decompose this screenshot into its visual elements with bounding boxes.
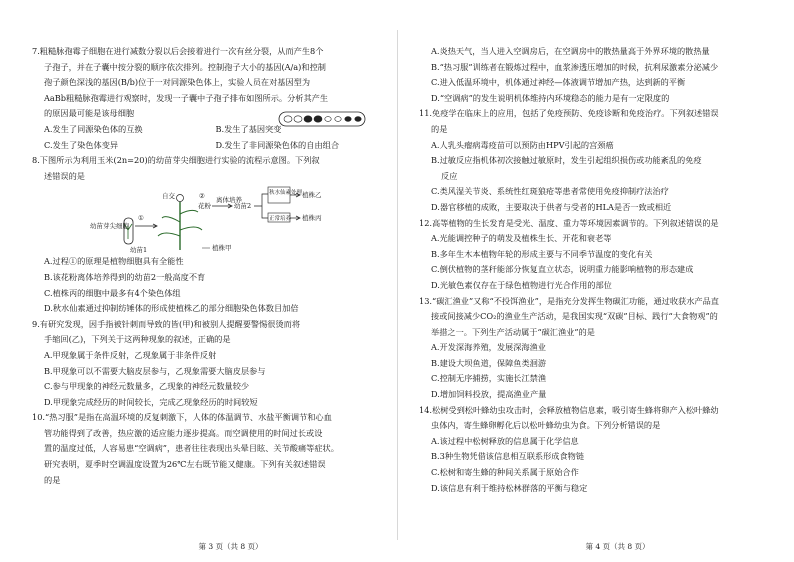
q11-option-c[interactable]: C.类风湿关节炎、系统性红斑狼疮等患者常使用免疫抑制疗法治疗	[431, 186, 669, 197]
q7-option-d[interactable]: D.发生了非同源染色体的自由组合	[215, 139, 340, 150]
q7-line: 子孢子，并在子囊中按分裂的顺序依次排列。控制孢子大小的基因(A/a)和控制	[44, 61, 326, 72]
ascospore	[325, 117, 331, 122]
question-8	[32, 153, 387, 317]
label-bud-tip: 幼苗芽尖细胞	[90, 222, 129, 231]
q13-line: 13.“碳汇渔业”又称“不投饵渔业”，是指充分发挥生物碳汇功能，通过收获水产品直	[419, 295, 719, 306]
q10-line: 管功能得到了改善，热应激的适应能力逐步提高。而空调使用的时间过长或设	[44, 427, 323, 438]
q12-option-b[interactable]: B.多年生木本植物年轮的形成主要与不同季节温度的变化有关	[431, 248, 653, 259]
label-step2: ②	[199, 192, 205, 201]
label-seedling1: 幼苗1	[130, 246, 148, 255]
page-number: 第 4 页（共 8 页）	[585, 542, 650, 551]
q10-line: 10.“热习服”是指在高温环境的反复刺激下，人体的体温调节、水盐平衡调节和心血	[32, 412, 332, 423]
ascospore	[294, 116, 302, 122]
q14-option-b[interactable]: B.3种生物凭借该信息相互联系形成食物链	[431, 451, 585, 462]
q13-option-b[interactable]: B.建设大坝鱼道，保障鱼类洄游	[431, 357, 547, 368]
q14-option-c[interactable]: C.松树和寄生蜂的种间关系属于原始合作	[431, 467, 579, 478]
q11-option-b[interactable]: B.过敏反应指机体初次接触过敏原时，发生引起组织损伤或功能紊乱的免疫	[431, 155, 702, 166]
exam-page-4	[397, 0, 794, 562]
q12-option-c[interactable]: C.倒伏植物的茎秆能部分恢复直立状态，说明重力能影响植物的形态建成	[431, 264, 694, 275]
q8-option-b[interactable]: B.该花粉离体培养得到的幼苗2一般高度不育	[44, 271, 206, 282]
q13-line: 举措之一。下列生产活动属于“碳汇渔业”的是	[431, 326, 595, 337]
page-number: 第 3 页（共 8 页）	[198, 542, 263, 551]
q11-option-a[interactable]: A.人乳头瘤病毒疫苗可以预防由HPV引起的宫颈癌	[431, 139, 614, 150]
q11-line: 的是	[431, 123, 448, 134]
label-plant-c: 植株丙	[302, 214, 322, 223]
q8-option-c[interactable]: C.植株丙的细胞中最多有4个染色体组	[44, 287, 181, 298]
q9-line: 手缩回(乙)，下列关于这两种现象的叙述，正确的是	[44, 334, 231, 345]
label-self-cross: 自交	[162, 192, 175, 201]
q14-line: 14.松树受到松叶蜂幼虫攻击时，会释放植物信息素，吸引寄生蜂将卵产入松叶蜂幼	[419, 404, 719, 415]
question-11	[419, 106, 780, 215]
q7-line: 的原因最可能是该母细胞	[44, 108, 135, 119]
q10-option-b[interactable]: B.“热习服”训练者在锻炼过程中，血浆渗透压增加的时候，抗利尿激素分泌减少	[431, 61, 719, 72]
q7-line: 孢子颜色深浅的基因(B/b)位于一对同源染色体上，实验人员在对基因型为	[44, 77, 311, 88]
question-13	[419, 294, 780, 403]
label-seedling2: 幼苗2	[234, 202, 252, 211]
q8-flow-diagram	[32, 184, 372, 254]
label-normal: 正常培养	[269, 216, 292, 223]
ascospore	[304, 116, 312, 122]
question-12	[419, 216, 780, 294]
q12-line: 12.高等植物的生长发育是受光、温度、重力等环境因素调节的。下列叙述错误的是	[419, 217, 719, 228]
q12-option-a[interactable]: A.光能调控种子的萌发及植株生长、开花和衰老等	[431, 233, 612, 244]
q10-option-a[interactable]: A.炎热天气，当人进入空调房后，在空调房中的散热量高于外界环境的散热量	[431, 46, 710, 56]
q13-option-c[interactable]: C.控制无序捕捞，实施长江禁渔	[431, 373, 547, 384]
label-tissue-culture: 离体培养	[216, 196, 242, 205]
q11-line: 11.免疫学在临床上的应用，包括了免疫预防、免疫诊断和免疫治疗。下列叙述错误	[419, 108, 719, 119]
q8-line: 述错误的是	[44, 170, 85, 181]
q10-line: 的是	[44, 474, 61, 485]
label-colchicine: 秋水仙素处理	[269, 190, 303, 197]
ascospore	[335, 117, 341, 122]
label-plant-b: 植株乙	[302, 191, 322, 200]
q10-line: 置的温度过低，人容易患“空调病”，患者往往表现出头晕目眩、关节酸痛等症状。	[44, 443, 339, 454]
q11-option-d[interactable]: D.器官移植的成败，主要取决于供者与受者的HLA是否一致或相近	[431, 201, 672, 212]
question-10	[32, 410, 387, 488]
q7-option-b[interactable]: B.发生了基因突变	[215, 123, 282, 134]
question-10-options	[419, 44, 780, 106]
q13-line: 接或间接减少CO₂的渔业生产活动，是我国实现“双碳”目标、践行“大食物观”的	[431, 311, 718, 322]
q13-option-d[interactable]: D.增加饲料投放，提高渔业产量	[431, 389, 547, 400]
q14-option-a[interactable]: A.该过程中松树释放的信息属于化学信息	[431, 435, 579, 446]
q9-option-d[interactable]: D.甲现象完成经历的时间较长，完成乙现象经历的时间较短	[44, 396, 258, 407]
q13-option-a[interactable]: A.开发深海养殖，发展深海渔业	[431, 342, 546, 353]
q8-option-d[interactable]: D.秋水仙素通过抑制纺锤体的形成使植株乙的部分细胞染色体数目加倍	[44, 303, 299, 314]
q10-line: 研究表明，夏季时空调温度设置为26℃左右既节能又健康。下列有关叙述错误	[44, 459, 326, 470]
q9-line: 9.有研究发现，因手指被针刺而导致的皆(甲)和被别人提醒要警惕很烫而将	[32, 318, 301, 329]
q9-option-c[interactable]: C.参与甲现象的神经元数量多，乙现象的神经元数量较少	[44, 381, 250, 392]
q7-line: AaBb粗糙脉孢霉进行观察时，发现一子囊中子孢子排布如图所示。分析其产生	[44, 92, 329, 103]
q7-option-c[interactable]: C.发生了染色体变异	[44, 139, 119, 150]
label-step1: ①	[138, 214, 144, 223]
q9-option-b[interactable]: B.甲现象可以不需要大脑皮层参与，乙现象需要大脑皮层参与	[44, 365, 266, 376]
q7-line: 7.粗糙脉孢霉子细胞在进行减数分裂以后会接着进行一次有丝分裂，从而产生8个	[32, 46, 324, 56]
ascus-spore-figure	[278, 110, 368, 128]
label-pollen: 花粉	[198, 202, 211, 211]
ascospore	[314, 116, 322, 122]
ascospore	[355, 117, 361, 122]
q8-option-a[interactable]: A.过程①的原理是植物细胞具有全能性	[44, 256, 184, 267]
q7-option-a[interactable]: A.发生了同源染色体的互换	[44, 123, 143, 134]
q10-option-c[interactable]: C.进入低温环境中，机体通过神经—体液调节增加产热，达到新的平衡	[431, 77, 686, 88]
q11-option-b-cont: 反应	[441, 170, 458, 181]
q8-line: 8.下图所示为利用玉米(2n=20)的幼苗芽尖细胞进行实验的流程示意图。下列叙	[32, 155, 320, 166]
q12-option-d[interactable]: D.光敏色素仅存在于绿色植物进行光合作用的部位	[431, 279, 612, 290]
q9-option-a[interactable]: A.甲现象属于条件反射，乙现象属于非条件反射	[44, 349, 217, 360]
q14-option-d[interactable]: D.该信息有利于维持松林群落的平衡与稳定	[431, 482, 588, 493]
ascospore	[345, 117, 351, 122]
q10-option-d[interactable]: D.“空调病”的发生说明机体维持内环境稳态的能力是有一定限度的	[431, 92, 670, 103]
ascospore	[284, 116, 292, 122]
question-9	[32, 317, 387, 411]
q14-line: 虫体内，寄生蜂卵孵化后以松叶蜂幼虫为食。下列分析错误的是	[431, 420, 661, 431]
label-plant-a: 植株甲	[212, 244, 232, 253]
question-14	[419, 403, 780, 497]
question-7	[32, 44, 387, 153]
